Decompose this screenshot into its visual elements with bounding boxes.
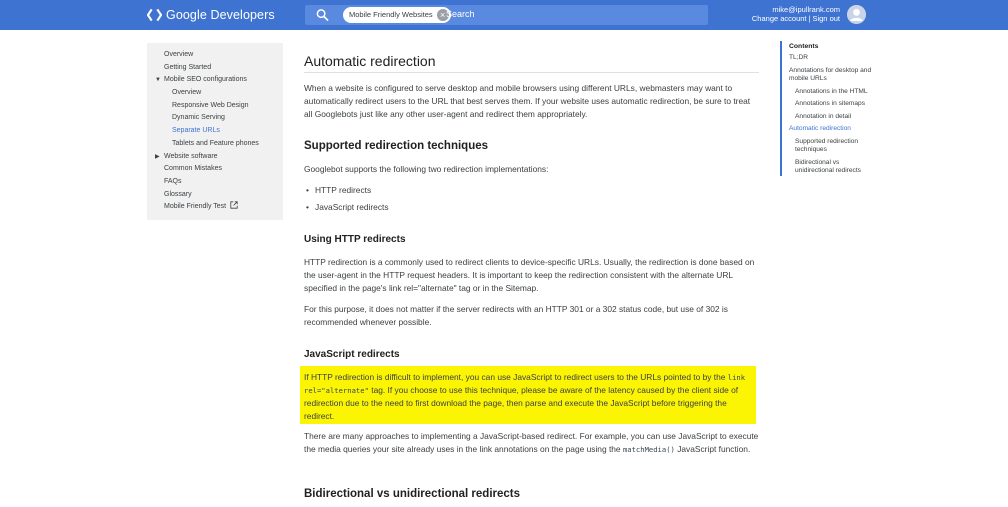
nav-item-mobile-friendly-test[interactable] bbox=[147, 201, 283, 214]
toc-item-tldr[interactable]: TL;DR bbox=[789, 54, 809, 61]
search-icon[interactable] bbox=[316, 8, 329, 22]
nav-item-mobile-seo-configurations[interactable] bbox=[147, 74, 283, 87]
nav-item-common-mistakes[interactable] bbox=[147, 163, 283, 176]
nav-item-label: Mobile Friendly Test bbox=[164, 203, 227, 211]
external-link-icon bbox=[230, 201, 238, 209]
list-item: • HTTP redirects bbox=[315, 185, 371, 195]
google-developers-logo[interactable] bbox=[147, 6, 275, 24]
heading-bidirectional-redirects: Bidirectional vs unidirectional redirects bbox=[304, 488, 521, 500]
javascript-paragraph-1-text: If HTTP redirection is difficult to implement, you can use JavaScript to redirect users to the URLs pointed to by the bbox=[304, 372, 726, 382]
collapse-arrow-icon[interactable]: ▼ bbox=[155, 77, 161, 84]
heading-using-http-redirects: Using HTTP redirects bbox=[304, 234, 406, 245]
search-bar[interactable] bbox=[305, 5, 708, 25]
avatar-icon bbox=[847, 5, 866, 24]
top-app-bar bbox=[0, 0, 1008, 30]
nav-item-label: FAQs bbox=[164, 177, 182, 185]
account-email: mike@ipullrank.com bbox=[772, 5, 840, 14]
inline-code: link rel="alternate" bbox=[304, 373, 746, 395]
nav-item-separate-urls[interactable] bbox=[147, 125, 283, 138]
chip-close-icon[interactable]: × bbox=[437, 9, 449, 21]
expand-arrow-icon[interactable]: ▶ bbox=[155, 153, 160, 160]
nav-item-label: Responsive Web Design bbox=[172, 101, 249, 109]
table-of-contents bbox=[780, 41, 880, 176]
avatar[interactable] bbox=[847, 5, 866, 24]
nav-item-label: Common Mistakes bbox=[164, 165, 222, 173]
nav-item-dynamic-serving[interactable] bbox=[147, 112, 283, 125]
google-developers-logo-icon bbox=[147, 8, 162, 22]
toc-item-bidirectional-redirects[interactable]: Bidirectional vs unidirectional redirects bbox=[795, 158, 861, 174]
nav-item-getting-started[interactable] bbox=[147, 62, 283, 75]
nav-item-website-software[interactable] bbox=[147, 151, 283, 164]
javascript-paragraph-2-text: There are many approaches to implementing a JavaScript-based redirect. For example, you can use JavaScript to execute the media queries your site already uses in the link annotations on the page using the bbox=[304, 431, 759, 454]
change-account-link[interactable]: Change account bbox=[751, 14, 807, 23]
nav-item-label: Website software bbox=[164, 152, 218, 160]
toc-item-annotations-desktop-mobile[interactable]: Annotations for desktop and mobile URLs bbox=[789, 66, 872, 82]
nav-item-label: Getting Started bbox=[164, 63, 212, 71]
search-scope-chip-label: Mobile Friendly Websites bbox=[349, 10, 433, 19]
inline-code: matchMedia() bbox=[622, 445, 675, 454]
intro-paragraph: When a website is configured to serve desktop and mobile browsers using different URLs, webmasters may want to automatically redirect users to the URL that best serves them. If your website uses automatic redirection, be sure to treat all Googlebots just like any other user-agent and redirect them appropriately. bbox=[304, 83, 751, 119]
http-paragraph-2: For this purpose, it does not matter if the server redirects with an HTTP 301 or a 302 status code, but use of 302 is recommended whenever possible. bbox=[304, 304, 728, 327]
http-paragraph-1: HTTP redirection is a commonly used to redirect clients to device-specific URLs. Usually, the redirection is done based on the user-agent in the HTTP request headers. It is important to keep the redirection consistent with the alternate URL specified in the page's link rel="alternate" tag or in the Sitemap. bbox=[304, 257, 755, 293]
account-info bbox=[752, 5, 840, 24]
list-item: • JavaScript redirects bbox=[315, 202, 389, 212]
nav-item-responsive-web-design[interactable] bbox=[147, 100, 283, 113]
nav-item-glossary[interactable] bbox=[147, 189, 283, 202]
toc-item-automatic-redirection[interactable]: Automatic redirection bbox=[789, 125, 851, 132]
toc-title: Contents bbox=[789, 43, 819, 50]
nav-item-tablets-feature-phones[interactable] bbox=[147, 138, 283, 151]
title-divider bbox=[304, 72, 759, 73]
toc-item-annotations-sitemaps[interactable]: Annotations in sitemaps bbox=[795, 100, 866, 107]
account-links-separator: | bbox=[808, 14, 811, 23]
account-links bbox=[752, 14, 840, 24]
search-input[interactable]: Search bbox=[446, 9, 475, 19]
toc-item-supported-techniques[interactable]: Supported redirection techniques bbox=[795, 137, 859, 153]
nav-item-label: Overview bbox=[164, 51, 194, 58]
nav-item-faqs[interactable] bbox=[147, 176, 283, 189]
toc-item-annotation-detail[interactable]: Annotation in detail bbox=[795, 112, 852, 120]
page-title: Automatic redirection bbox=[304, 53, 436, 69]
nav-item-label: Overview bbox=[172, 89, 202, 97]
heading-supported-techniques: Supported redirection techniques bbox=[304, 140, 489, 152]
brand-name: Google Developers bbox=[166, 8, 275, 22]
nav-item-overview[interactable] bbox=[147, 49, 283, 62]
nav-item-label: Separate URLs bbox=[172, 127, 220, 135]
javascript-paragraph-1 bbox=[304, 371, 759, 423]
nav-item-label: Tablets and Feature phones bbox=[172, 139, 259, 147]
nav-item-config-overview[interactable] bbox=[147, 87, 283, 100]
nav-item-label: Glossary bbox=[164, 190, 192, 198]
left-navigation bbox=[147, 43, 283, 220]
nav-item-label: Mobile SEO configurations bbox=[164, 76, 247, 84]
toc-item-annotations-html[interactable]: Annotations in the HTML bbox=[795, 87, 868, 95]
sign-out-link[interactable]: Sign out bbox=[812, 14, 840, 23]
javascript-paragraph-1-text-cont: tag. If you choose to use this technique, please be aware of the latency caused by the client side of redirection due to the need to first download the page, then parse and execute the JavaScript before triggering the redirect. bbox=[304, 385, 739, 421]
javascript-paragraph-2-text-cont: JavaScript function. bbox=[677, 444, 751, 454]
supported-intro-paragraph: Googlebot supports the following two redirection implementations: bbox=[304, 164, 549, 174]
search-scope-chip[interactable] bbox=[343, 7, 451, 23]
nav-item-label: Dynamic Serving bbox=[172, 114, 225, 122]
javascript-paragraph-2 bbox=[304, 430, 759, 456]
heading-javascript-redirects: JavaScript redirects bbox=[304, 349, 400, 360]
